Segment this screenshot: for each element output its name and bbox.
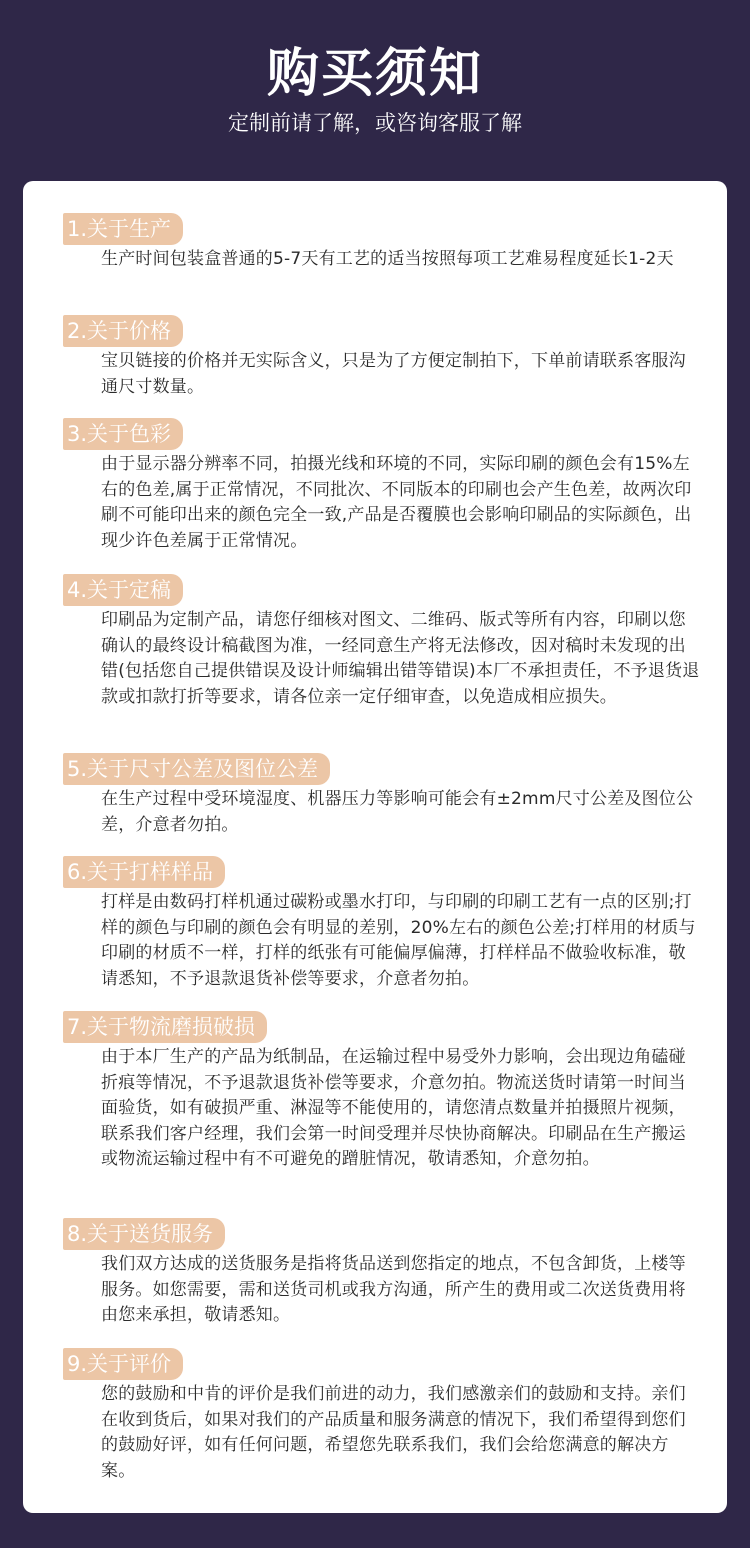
section-production bbox=[63, 213, 703, 273]
page-title: 购买须知 bbox=[266, 44, 483, 104]
section-heading: 6.关于打样样品 bbox=[63, 856, 225, 888]
page-subtitle: 定制前请了解，或咨询客服了解 bbox=[228, 111, 522, 135]
section-body: 印刷品为定制产品，请您仔细核对图文、二维码、版式等所有内容，印刷以您确认的最终设计稿截图为准，一经同意生产将无法修改，因对稿时未发现的出错(包括您自己提供错误及设计师编辑出错等错误)本厂不承担责任，不予退货退款或扣款打折等要求，请各位亲一定仔细审查，以免造成相应损失。 bbox=[101, 610, 700, 707]
section-proof-sample bbox=[63, 856, 703, 992]
section-heading: 8.关于送货服务 bbox=[63, 1218, 225, 1250]
section-body: 由于本厂生产的产品为纸制品，在运输过程中易受外力影响，会出现边角磕碰折痕等情况，不予退款退货补偿等要求，介意勿拍。物流送货时请第一时间当面验货，如有破损严重、淋湿等不能使用的，请您清点数量并拍摄照片视频，联系我们客户经理，我们会第一时间受理并尽快协商解决。印刷品在生产搬运或物流运输过程中有不可避免的蹭脏情况，敬请悉知，介意勿拍。 bbox=[101, 1047, 686, 1169]
page-header bbox=[0, 0, 750, 180]
notice-card bbox=[23, 181, 727, 1513]
section-price bbox=[63, 315, 703, 400]
section-body: 在生产过程中受环境湿度、机器压力等影响可能会有±2mm尺寸公差及图位公差，介意者勿拍。 bbox=[101, 789, 694, 835]
section-body: 由于显示器分辨率不同，拍摄光线和环境的不同，实际印刷的颜色会有15%左右的色差,属于正常情况，不同批次、不同版本的印刷也会产生色差，故两次印刷不可能印出来的颜色完全一致,产品是否覆膜也会影响印刷品的实际颜色，出现少许色差属于正常情况。 bbox=[101, 454, 692, 551]
section-heading: 1.关于生产 bbox=[63, 213, 183, 245]
section-heading: 5.关于尺寸公差及图位公差 bbox=[63, 753, 330, 785]
section-body: 我们双方达成的送货服务是指将货品送到您指定的地点，不包含卸货，上楼等服务。如您需要，需和送货司机或我方沟通，所产生的费用或二次送货费用将由您来承担，敬请悉知。 bbox=[101, 1254, 686, 1325]
section-review bbox=[63, 1348, 703, 1484]
section-heading: 7.关于物流磨损破损 bbox=[63, 1011, 267, 1043]
section-body: 您的鼓励和中肯的评价是我们前进的动力，我们感激亲们的鼓励和支持。亲们在收到货后，如果对我们的产品质量和服务满意的情况下，我们希望得到您们的鼓励好评，如有任何问题，希望您先联系我们，我们会给您满意的解决方案。 bbox=[101, 1384, 686, 1481]
section-body: 打样是由数码打样机通过碳粉或墨水打印，与印刷的印刷工艺有一点的区别;打样的颜色与印刷的颜色会有明显的差别，20%左右的颜色公差;打样用的材质与印刷的材质不一样，打样的纸张有可能偏厚偏薄，打样样品不做验收标准，敬请悉知，不予退款退货补偿等要求，介意者勿拍。 bbox=[101, 892, 696, 989]
section-heading: 9.关于评价 bbox=[63, 1348, 183, 1380]
section-tolerance bbox=[63, 753, 703, 838]
section-body: 生产时间包装盒普通的5-7天有工艺的适当按照每项工艺难易程度延长1-2天 bbox=[101, 249, 674, 269]
section-body: 宝贝链接的价格并无实际含义，只是为了方便定制拍下，下单前请联系客服沟通尺寸数量。 bbox=[101, 351, 686, 397]
section-final-draft bbox=[63, 574, 703, 710]
section-heading: 3.关于色彩 bbox=[63, 418, 183, 450]
section-heading: 2.关于价格 bbox=[63, 315, 183, 347]
section-color bbox=[63, 418, 703, 554]
section-delivery bbox=[63, 1218, 703, 1329]
section-shipping-damage bbox=[63, 1011, 703, 1173]
section-heading: 4.关于定稿 bbox=[63, 574, 183, 606]
